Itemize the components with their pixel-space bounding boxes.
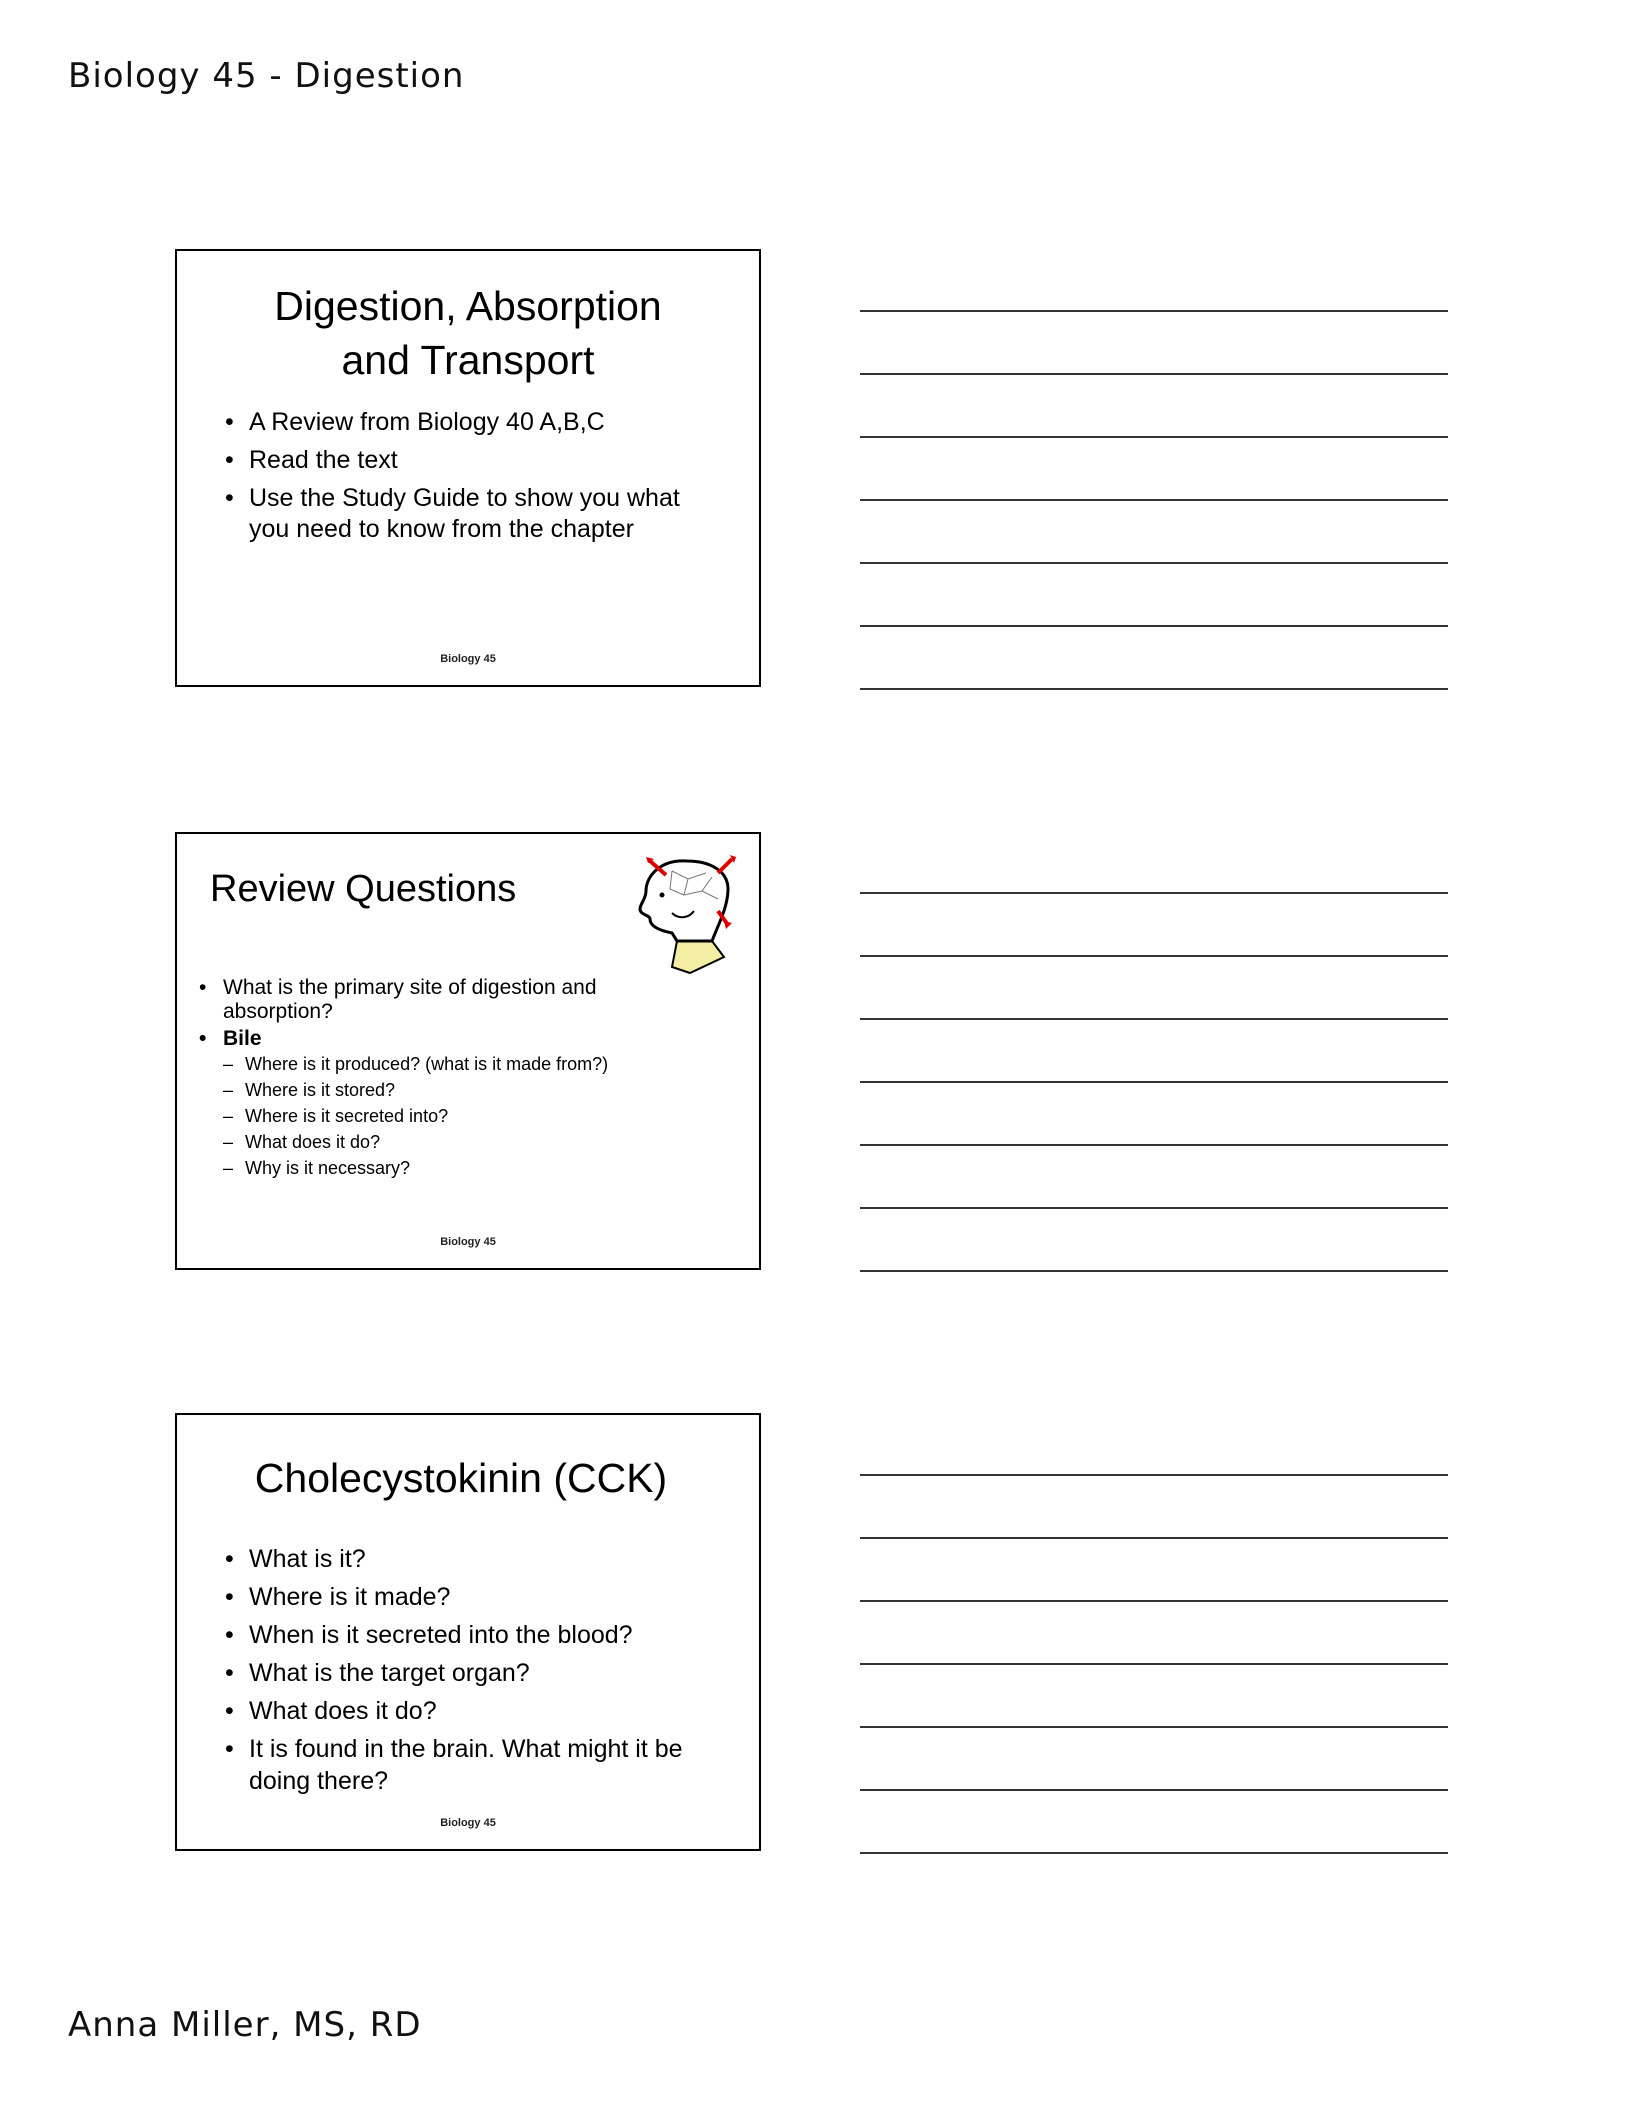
thinking-head-icon [632, 849, 744, 979]
slide-3-bullets [225, 1543, 725, 1797]
page-header: Biology 45 - Digestion [68, 56, 465, 96]
bullet: • What is the target organ? [225, 1657, 725, 1689]
note-line [860, 688, 1448, 690]
note-line [860, 373, 1448, 375]
bullet: • Where is it made? [225, 1581, 725, 1613]
slide-2-title: Review Questions [210, 868, 517, 910]
sub-bullet: – Where is it secreted into? [223, 1103, 679, 1129]
bullet: • A Review from Biology 40 A,B,C [225, 407, 725, 438]
bullet: • What is it? [225, 1543, 725, 1575]
slide-2-bullets [199, 976, 679, 1181]
sub-bullet: – Where is it stored? [223, 1077, 679, 1103]
note-line [860, 1726, 1448, 1728]
note-line [860, 1789, 1448, 1791]
note-line [860, 1537, 1448, 1539]
note-line [860, 499, 1448, 501]
slide-1-footer: Biology 45 [440, 653, 496, 665]
bullet: • When is it secreted into the blood? [225, 1619, 725, 1651]
slide-3-title: Cholecystokinin (CCK) [254, 1455, 668, 1501]
bullet-bile-label: Bile [223, 1027, 262, 1050]
bullet: • What does it do? [225, 1695, 725, 1727]
bullet-bile [199, 1027, 679, 1181]
note-line [860, 1018, 1448, 1020]
slide-1-title [177, 279, 759, 387]
note-line [860, 1600, 1448, 1602]
slide-3 [175, 1413, 761, 1851]
slide-1 [175, 249, 761, 687]
note-line [860, 562, 1448, 564]
slide-2 [175, 832, 761, 1270]
note-line [860, 1144, 1448, 1146]
sub-bullet: – Where is it produced? (what is it made from?) [223, 1051, 679, 1077]
note-line [860, 892, 1448, 894]
note-line [860, 625, 1448, 627]
note-line [860, 955, 1448, 957]
note-line [860, 1663, 1448, 1665]
note-line [860, 1852, 1448, 1854]
bile-sub-bullets [223, 1051, 679, 1181]
bullet: • Read the text [225, 445, 725, 476]
slide-1-bullets [225, 407, 725, 545]
note-line [860, 1081, 1448, 1083]
note-line [860, 1207, 1448, 1209]
page-footer-author: Anna Miller, MS, RD [68, 2005, 422, 2045]
sub-bullet: – Why is it necessary? [223, 1155, 679, 1181]
note-line [860, 1474, 1448, 1476]
slide-1-title-line-1: Digestion, Absorption [274, 283, 662, 329]
slide-2-footer: Biology 45 [440, 1236, 496, 1248]
bullet: • What is the primary site of digestion and absorption? [199, 976, 679, 1024]
slide-3-footer: Biology 45 [440, 1817, 496, 1829]
bullet: • It is found in the brain. What might it be doing there? [225, 1733, 725, 1797]
note-line [860, 1270, 1448, 1272]
bullet: • Use the Study Guide to show you what you need to know from the chapter [225, 483, 725, 545]
note-line [860, 310, 1448, 312]
slide-1-title-line-2: and Transport [341, 337, 595, 383]
note-line [860, 436, 1448, 438]
sub-bullet: – What does it do? [223, 1129, 679, 1155]
